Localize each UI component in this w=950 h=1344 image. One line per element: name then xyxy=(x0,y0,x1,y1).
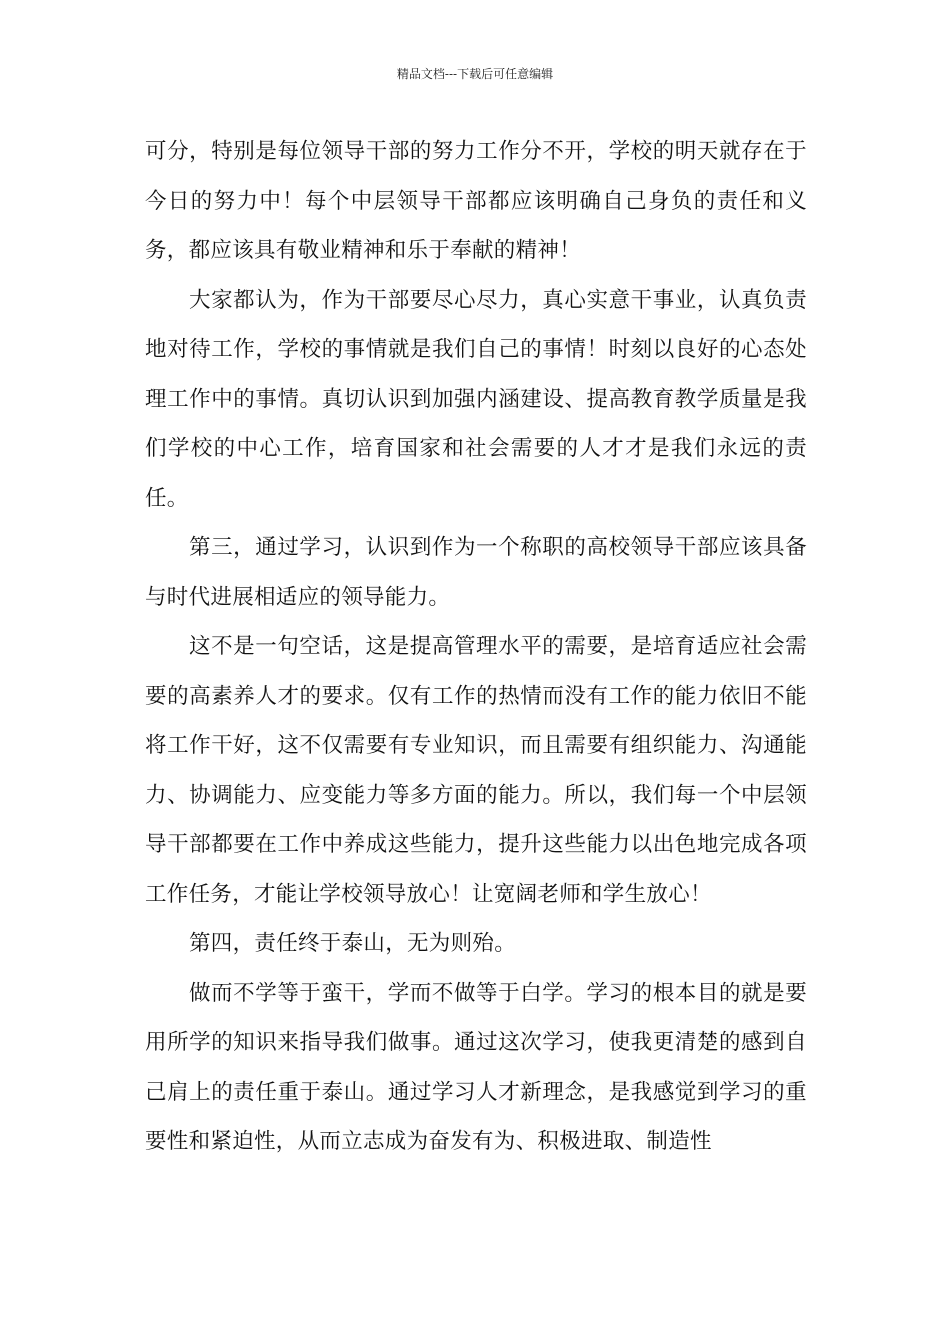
paragraph: 第四，责任终于泰山，无为则殆。 xyxy=(189,931,517,956)
paragraph: 做而不学等于蛮干，学而不做等于白学。学习的根本目的就是要用所学的知识来指导我们做事。通过这次学习，使我更清楚的感到自己肩上的责任重于泰山。通过学习人才新理念，是我感觉到学习的重要性和紧迫性，从而立志成为奋发有为、积极进取、制造性 xyxy=(145,980,807,1154)
paragraph: 大家都认为，作为干部要尽心尽力，真心实意干事业，认真负责地对待工作，学校的事情就是我们自己的事情！时刻以良好的心态处理工作中的事情。真切认识到加强内涵建设、提高教育教学质量是我们学校的中心工作，培育国家和社会需要的人才才是我们永远的责任。 xyxy=(145,287,807,511)
paragraph: 可分，特别是每位领导干部的努力工作分不开，学校的明天就存在于今日的努力中！每个中层领导干部都应该明确自己身负的责任和义务，都应该具有敬业精神和乐于奉献的精神！ xyxy=(145,139,807,263)
page-header: 精品文档---下载后可任意编辑 xyxy=(396,67,554,81)
document-body xyxy=(145,127,807,1167)
paragraph: 第三，通过学习，认识到作为一个称职的高校领导干部应该具备与时代进展相适应的领导能力。 xyxy=(145,535,807,610)
paragraph: 这不是一句空话，这是提高管理水平的需要，是培育适应社会需要的高素养人才的要求。仅有工作的热情而没有工作的能力依旧不能将工作干好，这不仅需要有专业知识，而且需要有组织能力、沟通能力、协调能力、应变能力等多方面的能力。所以，我们每一个中层领导干部都要在工作中养成这些能力，提升这些能力以出色地完成各项工作任务，才能让学校领导放心！让宽阔老师和学生放心！ xyxy=(145,634,807,907)
